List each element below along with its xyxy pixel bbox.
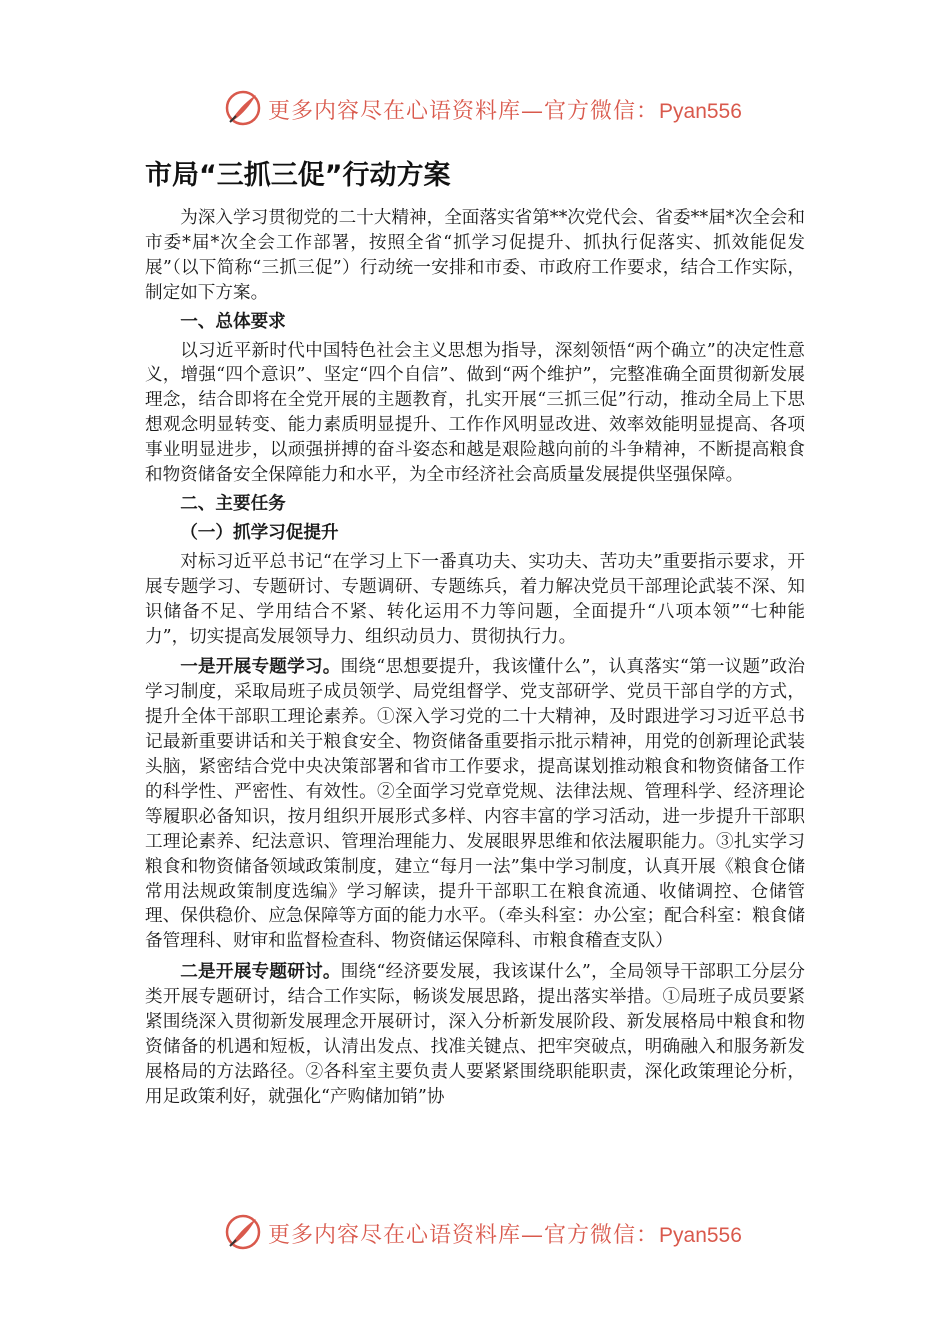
item2-body: 围绕“经济要发展，我该谋什么”，全局领导干部职工分层分类开展专题研讨，结合工作实际，畅谈发展思路，提出落实举措。①局班子成员要紧紧围绕深入贯彻新发展理念开展研讨，深入分析新发展阶段、新发展格局中粮食和物资储备的机遇和短板，认清出发点、找准关键点、把牢突破点，明确融入和服务新发展格局的方法路径。②各科室主要负责人要紧紧围绕职能职责，深化政策理论分析，用足政策利好，就强化“产购储加销”协 (145, 962, 805, 1107)
item1-lead: 一是开展专题学习。 (180, 657, 341, 678)
watermark-label: 更多内容尽在心语资料库—官方微信： (268, 99, 660, 124)
watermark-text (268, 1218, 742, 1249)
subsection1-paragraph: 对标习近平总书记“在学习上下一番真功夫、实功夫、苦功夫”重要指示要求，开展专题学习、专题研讨、专题调研、专题练兵，着力解决党员干部理论武装不深、知识储备不足、学用结合不紧、转化运用不力等问题，全面提升“八项本领”“七种能力”，切实提高发展领导力、组织动员力、贯彻执行力。 (145, 551, 805, 647)
watermark-banner-bottom (0, 1212, 950, 1252)
item2-lead: 二是开展专题研讨。 (180, 962, 341, 983)
section-heading-main-tasks: 二、主要任务 (180, 493, 286, 514)
page-title: 市局“三抓三促”行动方案 (145, 160, 451, 191)
quill-pen-logo-icon (224, 1213, 262, 1251)
intro-paragraph: 为深入学习贯彻党的二十大精神，全面落实省第**次党代会、省委**届*次全会和市委*届*次全会工作部署，按照全省“抓学习促提升、抓执行促落实、抓效能促发展”（以下简称“三抓三促”）行动统一安排和市委、市政府工作要求，结合工作实际，制定如下方案。 (145, 208, 805, 303)
wechat-id: Pyan556 (659, 1224, 742, 1247)
item1-body: 围绕“思想要提升，我该懂什么”，认真落实“第一议题”政治学习制度，采取局班子成员领学、局党组督学、党支部研学、党员干部自学的方式，提升全体干部职工理论素养。①深入学习党的二十大精神，及时跟进学习习近平总书记最新重要讲话和关于粮食安全、物资储备重要指示批示精神，用党的创新理论武装头脑，紧密结合党中央决策部署和省市工作要求，提高谋划推动粮食和物资储备工作的科学性、严密性、有效性。②全面学习党章党规、法律法规、管理科学、经济理论等履职必备知识，按月组织开展形式多样、内容丰富的学习活动，进一步提升干部职工理论素养、纪法意识、管理治理能力、发展眼界思维和依法履职能力。③扎实学习粮食和物资储备领域政策制度，建立“每月一法”集中学习制度，认真开展《粮食仓储常用法规政策制度选编》学习解读，提升干部职工在粮食流通、收储调控、仓储管理、保供稳价、应急保障等方面的能力水平。（牵头科室：办公室；配合科室：粮食储备管理科、财审和监督检查科、物资储运保障科、市粮食稽查支队） (145, 657, 805, 952)
quill-pen-logo-icon (224, 89, 262, 127)
watermark-label: 更多内容尽在心语资料库—官方微信： (268, 1223, 660, 1248)
item2-paragraph (145, 960, 805, 1109)
section1-paragraph: 以习近平新时代中国特色社会主义思想为指导，深刻领悟“两个确立”的决定性意义，增强“四个意识”、坚定“四个自信”、做到“两个维护”，完整准确全面贯彻新发展理念，结合即将在全党开展的主题教育，扎实开展“三抓三促”行动，推动全局上下思想观念明显转变、能力素质明显提升、工作作风明显改进、效率效能明显提高、各项事业明显进步，以顽强拼搏的奋斗姿态和越是艰险越向前的斗争精神，不断提高粮食和物资储备安全保障能力和水平，为全市经济社会高质量发展提供坚强保障。 (145, 340, 805, 486)
section-heading-general-requirements: 一、总体要求 (180, 311, 286, 332)
subsection-heading-study: （一）抓学习促提升 (180, 522, 339, 543)
wechat-id: Pyan556 (659, 100, 742, 123)
document-body (145, 206, 805, 1110)
watermark-banner-top (0, 88, 950, 128)
watermark-text (268, 94, 742, 125)
item1-paragraph (145, 655, 805, 954)
